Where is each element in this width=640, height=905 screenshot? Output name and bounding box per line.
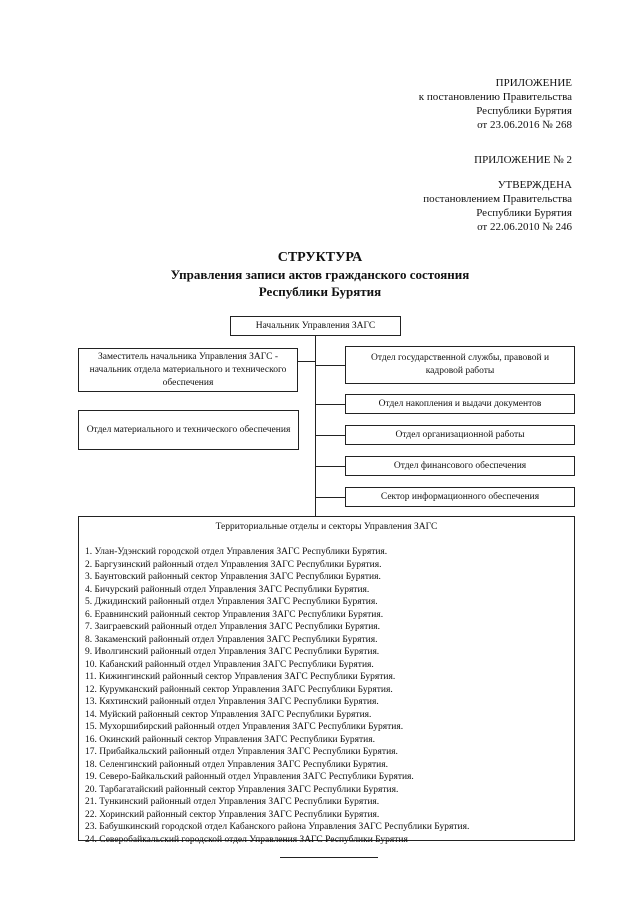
list-item: 18. Селенгинский районный отдел Управления ЗАГС Республики Бурятия. (85, 759, 388, 770)
document-subtitle: Управления записи актов гражданского состояния (170, 267, 470, 282)
list-item: 24. Северобайкальский городской отдел Управления ЗАГС Республики Бурятия (85, 834, 408, 845)
civil-service-dept-box: Отдел государственной службы, правовой и кадровой работы (345, 346, 575, 384)
documents-dept-box: Отдел накопления и выдачи документов (345, 394, 575, 414)
list-item: 6. Еравнинский районный сектор Управления ЗАГС Республики Бурятия. (85, 609, 384, 620)
approved-line: постановлением Правительства (423, 193, 572, 205)
appendix-line: от 23.06.2016 № 268 (477, 119, 572, 131)
material-dept-box: Отдел материального и технического обеспечения (78, 410, 299, 450)
head-box: Начальник Управления ЗАГС (230, 316, 401, 336)
deputy-box: Заместитель начальника Управления ЗАГС - начальник отдела материального и технического обеспечения (78, 348, 298, 392)
appendix-2-block (474, 153, 572, 167)
list-item: 16. Окинский районный сектор Управления ЗАГС Республики Бурятия. (85, 734, 375, 745)
it-sector-box: Сектор информационного обеспечения (345, 487, 575, 507)
territorial-units-list (85, 546, 574, 846)
list-item: 21. Тункинский районный отдел Управления ЗАГС Республики Бурятия. (85, 797, 380, 807)
list-item: 11. Кижингинский районный сектор Управления ЗАГС Республики Бурятия. (85, 672, 396, 682)
list-item: 8. Закаменский районный отдел Управления ЗАГС Республики Бурятия. (85, 634, 378, 645)
connector-right-2 (315, 404, 345, 405)
finance-dept-box: Отдел финансового обеспечения (345, 456, 575, 476)
list-item: 3. Баунтовский районный сектор Управления ЗАГС Республики Бурятия. (85, 572, 381, 582)
appendix-line: ПРИЛОЖЕНИЕ (495, 77, 572, 89)
list-item: 19. Северо-Байкальский районный отдел Управления ЗАГС Республики Бурятия. (85, 772, 414, 782)
appendix-line: к постановлению Правительства (418, 91, 572, 103)
list-item: 20. Тарбагатайский районный сектор Управления ЗАГС Республики Бурятия. (85, 784, 399, 795)
appendix-block (419, 76, 572, 132)
list-item: 17. Прибайкальский районный отдел Управления ЗАГС Республики Бурятия. (85, 747, 398, 757)
connector-trunk (315, 335, 316, 516)
list-item: 23. Бабушкинский городской отдел Кабанского района Управления ЗАГС Республики Бурятия. (85, 822, 470, 832)
connector-right-1 (315, 365, 345, 366)
approved-line: Республики Бурятия (476, 207, 572, 219)
list-item: 22. Хоринский районный сектор Управления ЗАГС Республики Бурятия. (85, 809, 380, 820)
approved-line: УТВЕРЖДЕНА (497, 179, 572, 191)
document-title: СТРУКТУРА (277, 250, 363, 265)
connector-right-5 (315, 497, 345, 498)
list-item: 1. Улан-Удэнский городской отдел Управления ЗАГС Республики Бурятия. (85, 547, 388, 557)
appendix-2-label: ПРИЛОЖЕНИЕ № 2 (474, 154, 572, 166)
list-item: 4. Бичурский районный отдел Управления ЗАГС Республики Бурятия. (85, 584, 370, 595)
connector-right-4 (315, 466, 345, 467)
approved-block (423, 178, 572, 234)
list-item: 7. Заиграевский районный отдел Управления ЗАГС Республики Бурятия. (85, 622, 381, 632)
document-subtitle-2: Республики Бурятия (258, 284, 382, 299)
list-item: 10. Кабанский районный отдел Управления ЗАГС Республики Бурятия. (85, 659, 374, 670)
connector-right-3 (315, 435, 345, 436)
territorial-units-box (78, 516, 575, 845)
list-item: 15. Мухоршибирский районный отдел Управления ЗАГС Республики Бурятия. (85, 722, 404, 732)
appendix-line: Республики Бурятия (476, 105, 572, 117)
footer-divider (280, 857, 378, 858)
territorial-units-title: Территориальные отделы и секторы Управления ЗАГС (215, 522, 438, 532)
connector-deputy (298, 361, 315, 362)
approved-line: от 22.06.2010 № 246 (477, 221, 572, 233)
list-item: 14. Муйский районный сектор Управления ЗАГС Республики Бурятия. (85, 709, 372, 720)
list-item: 13. Кяхтинский районный отдел Управления ЗАГС Республики Бурятия. (85, 697, 379, 707)
list-item: 5. Джидинский районный отдел Управления ЗАГС Республики Бурятия. (85, 597, 378, 607)
list-item: 2. Баргузинский районный отдел Управления ЗАГС Республики Бурятия. (85, 559, 382, 570)
list-item: 12. Курумканский районный сектор Управления ЗАГС Республики Бурятия. (85, 684, 393, 695)
organizational-dept-box: Отдел организационной работы (345, 425, 575, 445)
list-item: 9. Иволгинский районный отдел Управления ЗАГС Республики Бурятия. (85, 647, 380, 657)
